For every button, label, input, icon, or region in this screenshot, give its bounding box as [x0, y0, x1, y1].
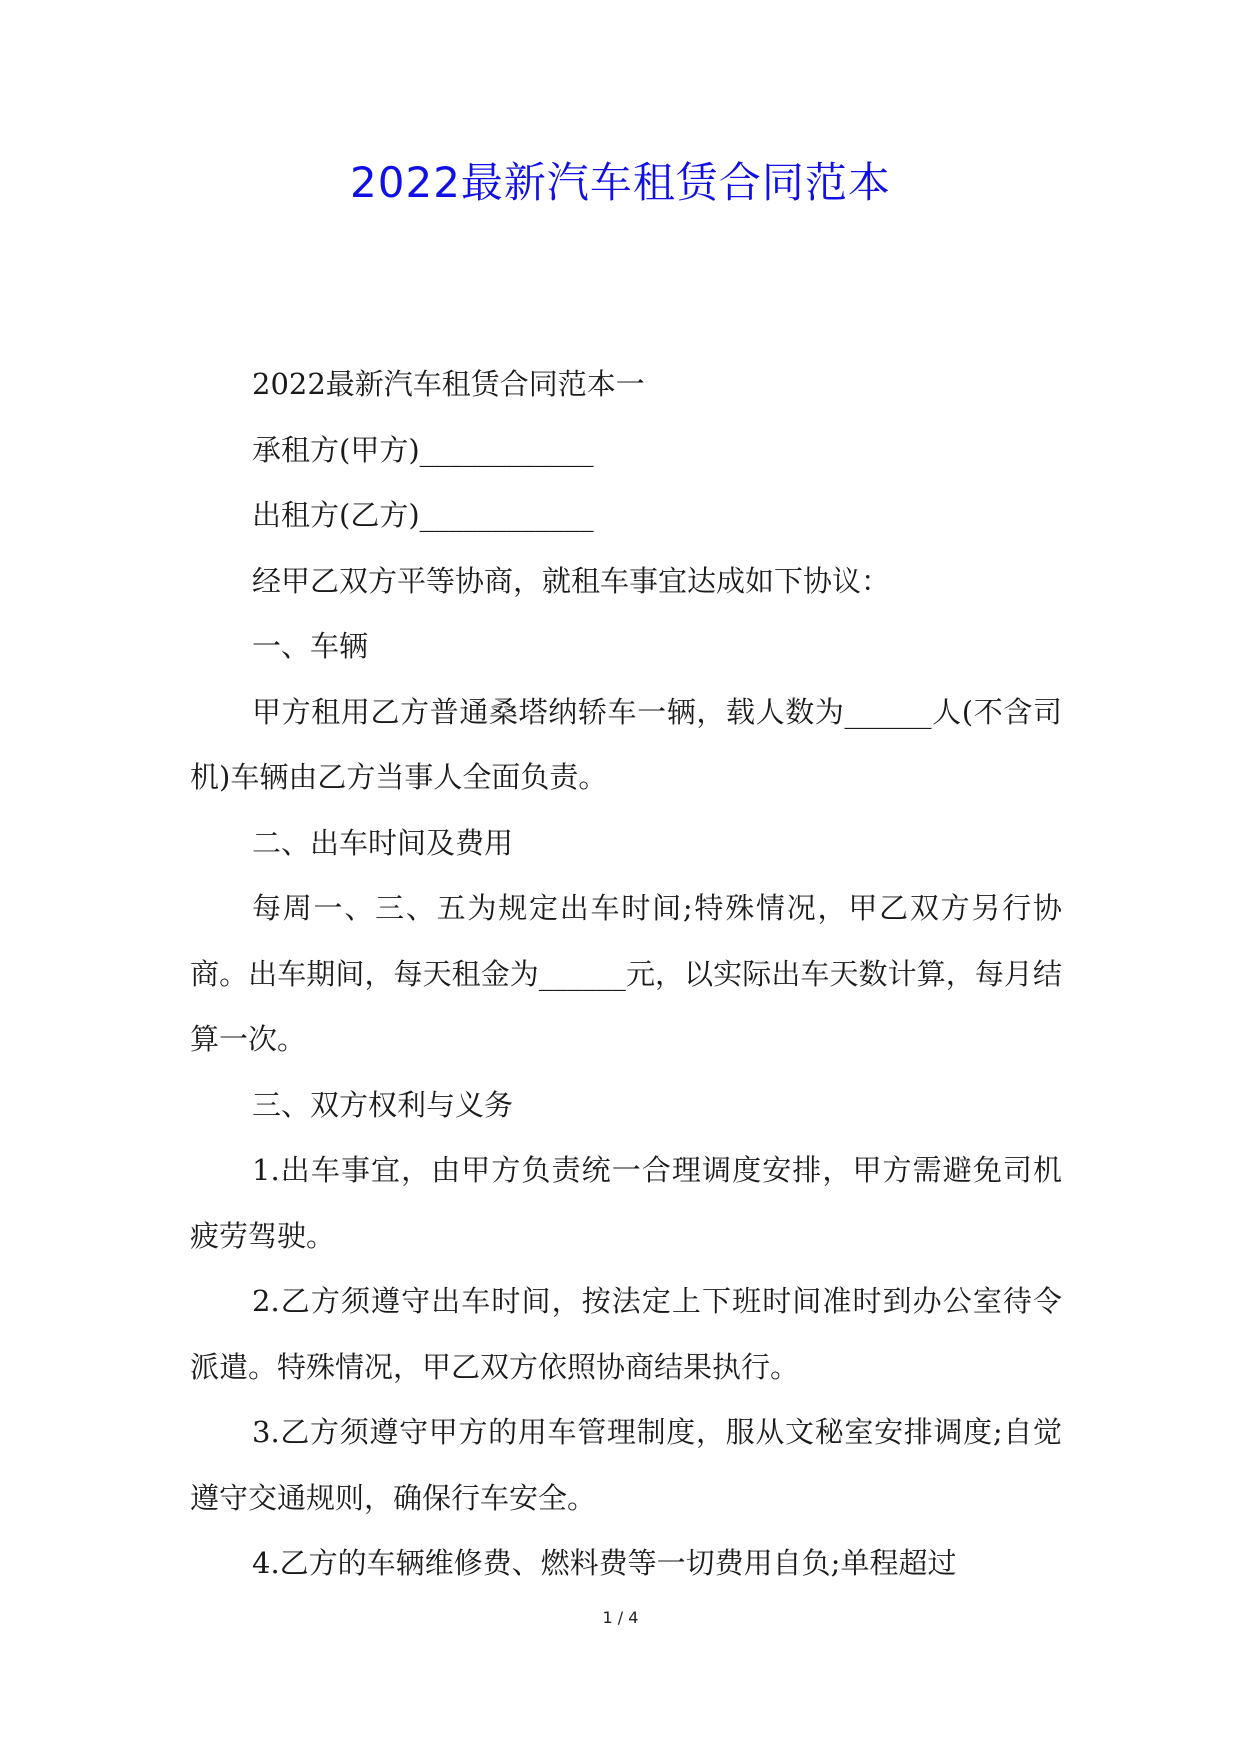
section-heading-time-fees: 二、出车时间及费用 [252, 825, 514, 860]
section-heading-vehicle: 一、车辆 [252, 629, 369, 663]
paragraph-agreement-intro: 经甲乙双方平等协商，就租车事宜达成如下协议： [252, 563, 891, 598]
page-number: 1 / 4 [602, 1608, 639, 1627]
paragraph-clause-4: 4.乙方的车辆维修费、燃料费等一切费用自负;单程超过 [252, 1546, 957, 1580]
paragraph-vehicle: 甲方租用乙方普通桑塔纳轿车一辆，载人数为______人(不含司机)车辆由乙方当事人全面负责。 [190, 694, 1062, 794]
section-heading-rights: 三、双方权利与义务 [252, 1087, 514, 1122]
document-title: 2022最新汽车租赁合同范本 [350, 158, 891, 207]
document-body [190, 352, 1062, 1597]
paragraph-lessee: 承租方(甲方)____________ [252, 432, 594, 467]
paragraph-lessor: 出租方(乙方)____________ [252, 498, 594, 532]
paragraph-subtitle: 2022最新汽车租赁合同范本一 [252, 367, 645, 401]
paragraph-clause-1: 1.出车事宜，由甲方负责统一合理调度安排，甲方需避免司机疲劳驾驶。 [190, 1153, 1062, 1253]
paragraph-clause-3: 3.乙方须遵守甲方的用车管理制度，服从文秘室安排调度;自觉遵守交通规则，确保行车安全。 [190, 1415, 1062, 1515]
paragraph-time-fees: 每周一、三、五为规定出车时间;特殊情况，甲乙双方另行协商。出车期间，每天租金为______元，以实际出车天数计算，每月结算一次。 [190, 891, 1062, 1056]
paragraph-clause-2: 2.乙方须遵守出车时间，按法定上下班时间准时到办公室待令派遣。特殊情况，甲乙双方依照协商结果执行。 [190, 1284, 1062, 1384]
